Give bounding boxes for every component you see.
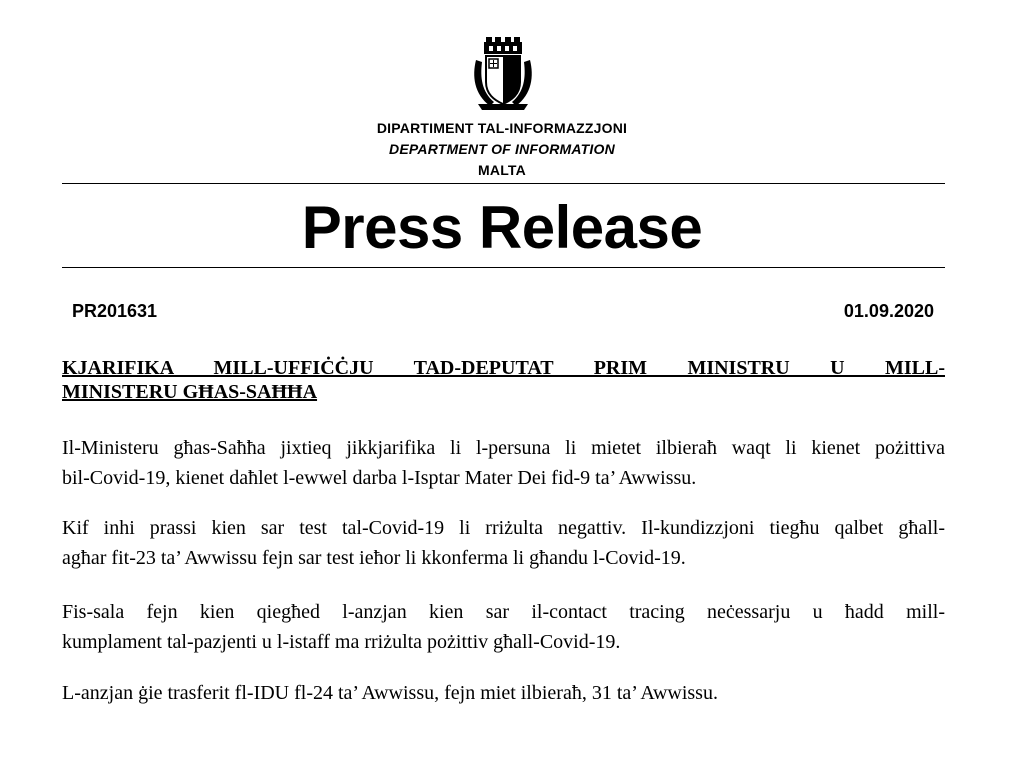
paragraph-line: L-anzjan ġie trasferit fl-IDU fl-24 ta’ Awwissu, fejn miet ilbieraħ, 31 ta’ Awwissu.: [62, 682, 718, 704]
press-release-date: 01.09.2020: [843, 301, 934, 321]
paragraph-line: agħar fit-23 ta’ Awwissu fejn sar test ieħor li kkonferma li għandu l-Covid-19.: [62, 547, 686, 569]
paragraph-line: Fis-sala fejn kien qiegħed l-anzjan kien sar il-contact tracing neċessarju u ħadd mill-: [62, 601, 945, 623]
paragraph-line: bil-Covid-19, kienet daħlet l-ewwel darba l-Isptar Mater Dei fid-9 ta’ Awwissu.: [62, 467, 697, 489]
body-paragraph-2: [62, 513, 945, 573]
country-name: MALTA: [478, 162, 526, 178]
body-paragraph-4: [62, 678, 945, 708]
headline-line-2: MINISTERU GĦAS-SAĦĦA: [62, 381, 318, 403]
paragraph-line: kumplament tal-pazjenti u l-istaff ma rriżulta pożittiv għall-Covid-19.: [62, 631, 621, 653]
press-release-reference: PR201631: [72, 301, 158, 321]
body-paragraph-3: [62, 597, 945, 657]
department-name-english: DEPARTMENT OF INFORMATION: [389, 141, 615, 157]
headline: [62, 356, 945, 404]
page-title: Press Release: [301, 194, 703, 261]
malta-coat-of-arms-icon: [470, 36, 536, 112]
body-paragraph-1: [62, 433, 945, 493]
headline-line-1: KJARIFIKA MILL-UFFIĊĊJU TAD-DEPUTAT PRIM MINISTRU U MILL-: [62, 357, 945, 379]
header-divider-bottom: [62, 267, 945, 268]
department-name-maltese: DIPARTIMENT TAL-INFORMAZZJONI: [376, 120, 628, 136]
paragraph-line: Kif inhi prassi kien sar test tal-Covid-19 li rriżulta negattiv. Il-kundizzjoni tiegħu qalbet għall-: [62, 517, 945, 539]
paragraph-line: Il-Ministeru għas-Saħħa jixtieq jikkjarifika li l-persuna li mietet ilbieraħ waqt li kienet pożittiva: [62, 437, 945, 459]
header-divider-top: [62, 183, 945, 184]
